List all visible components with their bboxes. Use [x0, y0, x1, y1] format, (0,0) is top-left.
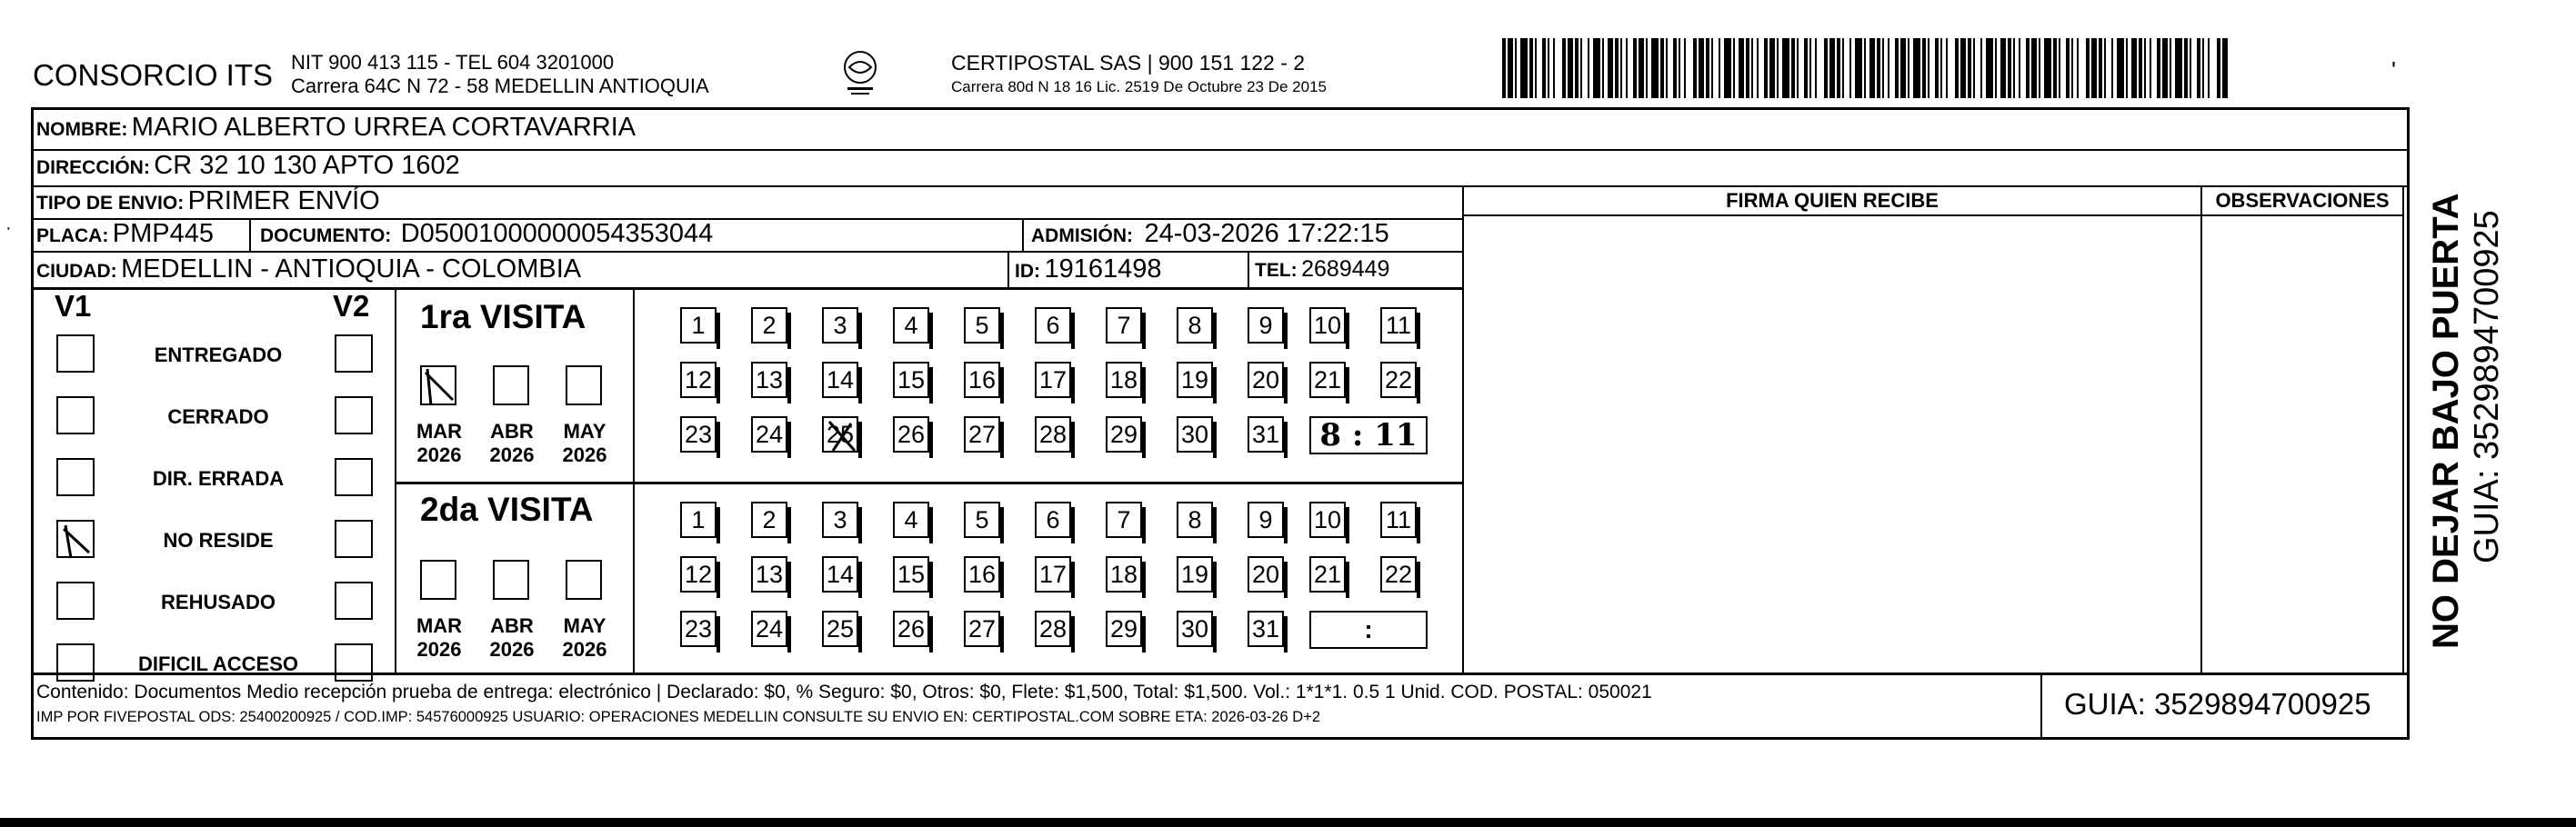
- day-checkbox[interactable]: [822, 556, 858, 593]
- month-label: [553, 614, 616, 662]
- side-guia: GUIA: 3529894700925: [2468, 210, 2506, 563]
- day-number: 10: [1313, 505, 1342, 533]
- tipo-label: TIPO DE ENVIO:: [36, 193, 185, 214]
- day-number: 27: [967, 420, 997, 448]
- day-number: 8: [1188, 311, 1202, 339]
- day-checkbox[interactable]: [680, 556, 717, 593]
- month-checkbox[interactable]: [566, 560, 602, 600]
- day-checkbox[interactable]: [1177, 556, 1213, 593]
- day-checkbox[interactable]: [1248, 307, 1284, 344]
- month-year: 2026: [562, 638, 607, 661]
- placa-field: [36, 219, 214, 249]
- documento-label: DOCUMENTO:: [260, 225, 392, 246]
- day-number: 18: [1109, 365, 1138, 394]
- day-number: 14: [826, 560, 855, 588]
- day-checkbox[interactable]: [751, 416, 787, 453]
- status-label: REHUSADO: [161, 591, 276, 613]
- v2-checkbox[interactable]: [335, 396, 373, 434]
- time-value: 8 : 11: [1319, 417, 1418, 453]
- checkmark-icon: [824, 418, 860, 454]
- month-year: 2026: [489, 638, 535, 661]
- day-number: 1: [691, 505, 706, 533]
- month-year: 2026: [562, 443, 607, 466]
- day-checkbox[interactable]: [1177, 502, 1213, 538]
- day-checkbox[interactable]: [1106, 416, 1142, 453]
- v1-checkbox[interactable]: [56, 582, 95, 620]
- month-checkbox[interactable]: [420, 560, 456, 600]
- day-checkbox[interactable]: [751, 362, 787, 398]
- day-checkbox[interactable]: [893, 502, 929, 538]
- v1-checkbox[interactable]: [56, 458, 95, 496]
- certipostal-address: Carrera 80d N 18 16 Lic. 2519 De Octubre 23 De 2015: [951, 78, 1327, 95]
- day-checkbox[interactable]: [822, 611, 858, 647]
- day-checkbox[interactable]: [680, 502, 717, 538]
- tel-value: 2689449: [1301, 256, 1390, 282]
- day-number: 13: [755, 560, 784, 588]
- day-number: 29: [1109, 420, 1138, 448]
- v2-checkbox[interactable]: [335, 520, 373, 558]
- certipostal-line: CERTIPOSTAL SAS | 900 151 122 - 2: [951, 51, 1306, 75]
- day-number: 9: [1258, 311, 1273, 339]
- day-checkbox[interactable]: [1106, 556, 1142, 593]
- day-number: 13: [755, 365, 784, 394]
- v1-checkbox[interactable]: [56, 643, 95, 682]
- day-checkbox[interactable]: [751, 307, 787, 344]
- nombre-row: [36, 113, 636, 143]
- status-label: CERRADO: [167, 405, 269, 428]
- v1-checkbox[interactable]: [56, 520, 95, 558]
- month-year: 2026: [489, 443, 535, 466]
- day-checkbox[interactable]: [893, 556, 929, 593]
- month-checkbox[interactable]: [493, 560, 529, 600]
- day-number: 11: [1385, 505, 1412, 533]
- v1-header: V1: [55, 289, 92, 323]
- id-label: ID:: [1015, 261, 1040, 282]
- month-name: ABR: [490, 614, 534, 637]
- ciudad-value: MEDELLIN - ANTIOQUIA - COLOMBIA: [121, 254, 582, 284]
- day-checkbox[interactable]: [1106, 502, 1142, 538]
- day-checkbox[interactable]: [1380, 502, 1417, 538]
- certipostal-logo: [835, 47, 886, 98]
- day-checkbox[interactable]: [822, 307, 858, 344]
- day-checkbox[interactable]: [1309, 502, 1346, 538]
- month-label: [553, 420, 616, 467]
- day-number: 17: [1038, 365, 1067, 394]
- day-checkbox[interactable]: [1177, 307, 1213, 344]
- month-name: ABR: [490, 420, 534, 443]
- day-checkbox[interactable]: [893, 307, 929, 344]
- month-name: MAY: [563, 420, 606, 443]
- day-checkbox[interactable]: [1248, 362, 1284, 398]
- time-value: :: [1364, 615, 1373, 643]
- time-box[interactable]: [1309, 611, 1428, 649]
- day-number: 29: [1109, 614, 1138, 643]
- day-number: 23: [684, 614, 713, 643]
- status-label: NO RESIDE: [163, 529, 274, 552]
- day-checkbox[interactable]: [822, 362, 858, 398]
- day-number: 16: [967, 365, 997, 394]
- month-label: [480, 614, 544, 662]
- day-number: 4: [904, 311, 918, 339]
- day-number: 6: [1046, 505, 1060, 533]
- day-number: 2: [762, 505, 777, 533]
- day-checkbox[interactable]: [1380, 556, 1417, 593]
- day-number: 22: [1384, 365, 1413, 394]
- status-label: DIR. ERRADA: [152, 467, 285, 490]
- day-number: 31: [1251, 420, 1280, 448]
- v2-checkbox[interactable]: [335, 582, 373, 620]
- day-checkbox[interactable]: [751, 502, 787, 538]
- imp-line: IMP POR FIVEPOSTAL ODS: 25400200925 / COD.IMP: 54576000925 USUARIO: OPERACIONES MEDELLIN CONSULTE SU ENVIO EN: CERTIPOSTAL.COM SOBRE ETA: 2026-03-26 D+2: [36, 709, 1321, 725]
- time-box[interactable]: [1309, 416, 1428, 454]
- placa-value: PMP445: [112, 219, 215, 248]
- day-checkbox[interactable]: [1380, 362, 1417, 398]
- v2-checkbox[interactable]: [335, 458, 373, 496]
- day-number: 8: [1188, 505, 1202, 533]
- corner-mark: ': [2391, 56, 2396, 84]
- v2-header: V2: [333, 289, 370, 323]
- documento-value: D05001000000054353044: [400, 219, 714, 248]
- checkmark-icon: [422, 367, 458, 407]
- admision-value: 24-03-2026 17:22:15: [1144, 219, 1389, 248]
- day-checkbox[interactable]: [680, 611, 717, 647]
- day-number: 22: [1384, 560, 1413, 588]
- v2-checkbox[interactable]: [335, 643, 373, 682]
- day-checkbox[interactable]: [1248, 611, 1284, 647]
- day-checkbox[interactable]: [964, 307, 1000, 344]
- no-dejar-bajo-puerta: NO DEJAR BAJO PUERTA: [2426, 193, 2466, 649]
- day-number: 1: [691, 311, 706, 339]
- firma-label: FIRMA QUIEN RECIBE: [1726, 189, 1939, 212]
- day-checkbox[interactable]: [680, 362, 717, 398]
- day-number: 26: [897, 614, 926, 643]
- day-checkbox[interactable]: [1035, 362, 1071, 398]
- placa-label: PLACA:: [36, 225, 109, 246]
- day-number: 11: [1385, 311, 1412, 339]
- barcode: [1502, 38, 2226, 98]
- v1-checkbox[interactable]: [56, 396, 95, 434]
- nit-line: NIT 900 413 115 - TEL 604 3201000: [291, 51, 615, 74]
- nombre-value: MARIO ALBERTO URREA CORTAVARRIA: [131, 113, 636, 142]
- day-checkbox[interactable]: [751, 611, 787, 647]
- id-value: 19161498: [1044, 254, 1162, 284]
- status-label: ENTREGADO: [154, 344, 283, 366]
- day-checkbox[interactable]: [680, 307, 717, 344]
- day-number: 5: [975, 505, 989, 533]
- day-checkbox[interactable]: [964, 502, 1000, 538]
- day-number: 30: [1180, 614, 1209, 643]
- day-number: 17: [1038, 560, 1067, 588]
- tel-label: TEL:: [1255, 260, 1298, 281]
- day-number: 28: [1038, 614, 1067, 643]
- direccion-row: [36, 151, 460, 181]
- day-checkbox[interactable]: [1177, 362, 1213, 398]
- day-number: 20: [1251, 560, 1280, 588]
- day-checkbox[interactable]: [1106, 362, 1142, 398]
- day-checkbox[interactable]: [1177, 611, 1213, 647]
- month-checkbox[interactable]: [566, 365, 602, 405]
- day-number: 12: [684, 365, 713, 394]
- day-checkbox[interactable]: [964, 611, 1000, 647]
- day-number: 3: [833, 311, 847, 339]
- day-number: 14: [826, 365, 855, 394]
- second-visit-title: 2da VISITA: [420, 491, 594, 528]
- day-checkbox[interactable]: [1035, 416, 1071, 453]
- day-number: 27: [967, 614, 997, 643]
- guia-footer: GUIA: 3529894700925: [2064, 687, 2371, 721]
- month-name: MAR: [416, 614, 463, 637]
- documento-field: [260, 219, 713, 249]
- day-checkbox[interactable]: [893, 362, 929, 398]
- day-number: 21: [1313, 365, 1342, 394]
- day-checkbox[interactable]: [1035, 556, 1071, 593]
- day-checkbox[interactable]: [751, 556, 787, 593]
- day-number: 7: [1117, 505, 1131, 533]
- day-number: 6: [1046, 311, 1060, 339]
- month-checkbox[interactable]: [493, 365, 529, 405]
- day-checkbox[interactable]: [1248, 416, 1284, 453]
- day-checkbox[interactable]: [1309, 307, 1346, 344]
- direccion-label: DIRECCIÓN:: [36, 157, 150, 178]
- month-year: 2026: [416, 638, 462, 661]
- day-number: 26: [897, 420, 926, 448]
- tel-field: [1255, 256, 1389, 283]
- day-number: 18: [1109, 560, 1138, 588]
- month-name: MAR: [416, 420, 463, 443]
- day-checkbox[interactable]: [1035, 307, 1071, 344]
- first-visit-title: 1ra VISITA: [420, 298, 586, 335]
- day-number: 3: [833, 505, 847, 533]
- day-number: 15: [897, 365, 926, 394]
- tipo-row: [36, 186, 380, 216]
- day-number: 19: [1180, 365, 1209, 394]
- month-label: [480, 420, 544, 467]
- page-bottom-edge: [0, 818, 2576, 827]
- day-number: 23: [684, 420, 713, 448]
- ciudad-label: CIUDAD:: [36, 261, 117, 282]
- day-checkbox[interactable]: [680, 416, 717, 453]
- day-number: 16: [967, 560, 997, 588]
- contenido-line: Contenido: Documentos Medio recepción prueba de entrega: electrónico | Declarado: $0, % Seguro: $0, Otros: $0, Flete: $1,500, Total: $1,500. Vol.: 1*1*1. 0.5 1 Unid. COD. POSTAL: 050021: [36, 682, 1652, 702]
- day-number: 7: [1117, 311, 1131, 339]
- v1-checkbox[interactable]: [56, 334, 95, 373]
- day-number: 4: [904, 505, 918, 533]
- day-checkbox[interactable]: [1106, 307, 1142, 344]
- day-checkbox[interactable]: [1106, 611, 1142, 647]
- day-checkbox[interactable]: [1309, 362, 1346, 398]
- day-number: 2: [762, 311, 777, 339]
- day-number: 28: [1038, 420, 1067, 448]
- checkmark-icon: [58, 522, 96, 560]
- month-name: MAY: [563, 614, 606, 637]
- day-number: 5: [975, 311, 989, 339]
- day-checkbox[interactable]: [1035, 502, 1071, 538]
- month-label: [407, 420, 471, 467]
- day-number: 25: [826, 420, 855, 448]
- day-number: 20: [1251, 365, 1280, 394]
- day-number: 24: [755, 420, 784, 448]
- day-number: 21: [1313, 560, 1342, 588]
- day-number: 10: [1313, 311, 1342, 339]
- day-number: 30: [1180, 420, 1209, 448]
- day-checkbox[interactable]: [1380, 307, 1417, 344]
- month-year: 2026: [416, 443, 462, 466]
- day-number: 24: [755, 614, 784, 643]
- day-number: 9: [1258, 505, 1273, 533]
- day-number: 25: [826, 614, 855, 643]
- month-checkbox[interactable]: [420, 365, 456, 405]
- day-checkbox[interactable]: [964, 556, 1000, 593]
- day-checkbox[interactable]: [964, 416, 1000, 453]
- nombre-label: NOMBRE:: [36, 119, 128, 140]
- day-checkbox[interactable]: [893, 611, 929, 647]
- tipo-value: PRIMER ENVÍO: [187, 186, 380, 215]
- day-checkbox[interactable]: [1248, 556, 1284, 593]
- ciudad-field: [36, 254, 581, 284]
- day-checkbox[interactable]: [1035, 611, 1071, 647]
- day-checkbox[interactable]: [822, 416, 858, 453]
- day-checkbox[interactable]: [964, 362, 1000, 398]
- admision-field: [1031, 219, 1389, 249]
- company-name: CONSORCIO ITS: [33, 58, 274, 92]
- direccion-value: CR 32 10 130 APTO 1602: [154, 151, 460, 180]
- day-number: 15: [897, 560, 926, 588]
- day-checkbox[interactable]: [1248, 502, 1284, 538]
- month-label: [407, 614, 471, 662]
- left-edge-mark: ·: [5, 218, 12, 238]
- admision-label: ADMISIÓN:: [1031, 225, 1133, 246]
- day-number: 31: [1251, 614, 1280, 643]
- day-checkbox[interactable]: [822, 502, 858, 538]
- status-label: DIFICIL ACCESO: [137, 653, 298, 675]
- observaciones-label: OBSERVACIONES: [2215, 189, 2390, 212]
- day-checkbox[interactable]: [1309, 556, 1346, 593]
- day-checkbox[interactable]: [893, 416, 929, 453]
- day-number: 19: [1180, 560, 1209, 588]
- v2-checkbox[interactable]: [335, 334, 373, 373]
- day-number: 12: [684, 560, 713, 588]
- day-checkbox[interactable]: [1177, 416, 1213, 453]
- company-address: Carrera 64C N 72 - 58 MEDELLIN ANTIOQUIA: [291, 75, 709, 97]
- id-field: [1015, 254, 1161, 284]
